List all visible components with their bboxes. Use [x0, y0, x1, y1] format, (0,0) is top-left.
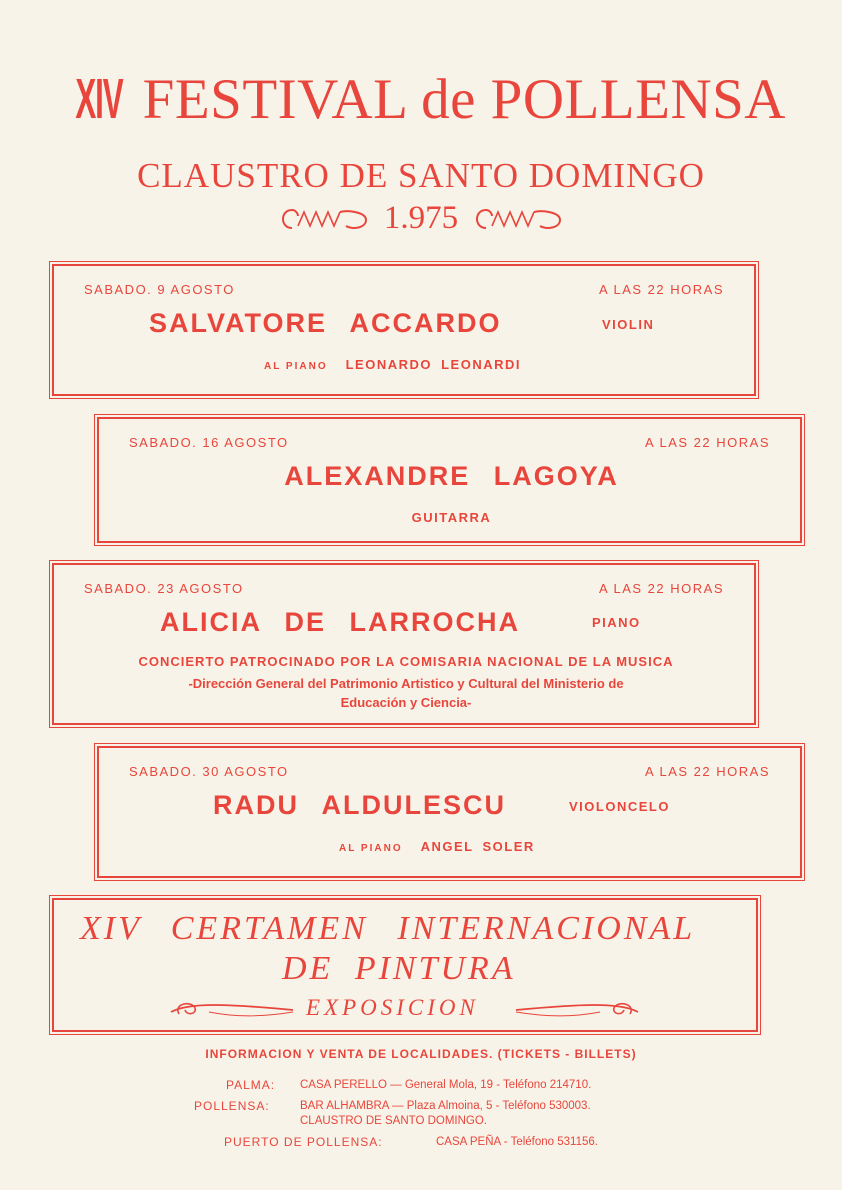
piano-label: AL PIANO	[264, 361, 328, 372]
pollensa-label: POLLENSA:	[194, 1099, 270, 1113]
concert-time: A LAS 22 HORAS	[598, 581, 724, 596]
piano-label: AL PIANO	[339, 843, 403, 854]
artist-name: ALEXANDRE LAGOYA	[284, 461, 619, 491]
concert-date: SABADO. 16 AGOSTO	[129, 435, 289, 450]
festival-name: FESTIVAL de POLLENSA	[142, 68, 786, 131]
concert-time: A LAS 22 HORAS	[598, 282, 724, 297]
concert-box-4	[97, 746, 802, 878]
instrument: VIOLONCELO	[569, 799, 670, 814]
accompaniment-line	[264, 356, 521, 374]
accompaniment-line	[339, 838, 535, 856]
instrument: VIOLIN	[602, 317, 655, 332]
sponsor-line: CONCIERTO PATROCINADO POR LA COMISARIA NACIONAL DE LA MUSICA	[138, 654, 674, 669]
concert-box-2	[97, 417, 802, 543]
palma-label: PALMA:	[226, 1078, 276, 1092]
certamen-box	[52, 898, 758, 1032]
puerto-label: PUERTO DE POLLENSA:	[224, 1135, 383, 1149]
concert-time: A LAS 22 HORAS	[644, 435, 770, 450]
palma-row	[226, 1078, 275, 1092]
concert-time: A LAS 22 HORAS	[644, 764, 770, 779]
right-scroll-ornament-icon	[514, 996, 640, 1020]
concert-box-3	[52, 563, 756, 725]
ministry-line-2: Educación y Ciencia-	[340, 695, 472, 710]
pollensa-detail-2: CLAUSTRO DE SANTO DOMINGO.	[300, 1115, 488, 1127]
pollensa-row	[194, 1099, 270, 1113]
concert-date: SABADO. 23 AGOSTO	[84, 581, 244, 596]
exposicion-label: EXPOSICION	[306, 995, 479, 1020]
concert-box-1	[52, 264, 756, 396]
edition-roman-numeral: XIV	[75, 67, 123, 131]
poster-title	[0, 66, 842, 132]
pianist-name: LEONARDO LEONARDI	[345, 357, 521, 372]
pianist-name: ANGEL SOLER	[420, 839, 535, 854]
palma-detail: CASA PERELLO — General Mola, 19 - Teléfono 214710.	[300, 1079, 592, 1091]
artist-name: SALVATORE ACCARDO	[149, 308, 502, 338]
concert-date: SABADO. 9 AGOSTO	[84, 282, 235, 297]
venue-subtitle: CLAUSTRO DE SANTO DOMINGO	[137, 156, 705, 195]
left-scroll-ornament-icon	[169, 996, 295, 1020]
certamen-title: XIV CERTAMEN INTERNACIONAL	[80, 910, 696, 947]
left-flourish-icon	[278, 206, 370, 234]
artist-name: ALICIA DE LARROCHA	[160, 607, 520, 637]
tickets-heading: INFORMACION Y VENTA DE LOCALIDADES. (TICKETS - BILLETS)	[205, 1047, 637, 1061]
puerto-detail: CASA PEÑA - Teléfono 531156.	[436, 1136, 598, 1148]
certamen-subtitle: DE PINTURA	[282, 950, 516, 987]
concert-date: SABADO. 30 AGOSTO	[129, 764, 289, 779]
ministry-line: -Dirección General del Patrimonio Artistico y Cultural del Ministerio de	[188, 676, 624, 691]
pollensa-detail: BAR ALHAMBRA — Plaza Almoina, 5 - Teléfono 530003.	[300, 1100, 591, 1112]
instrument: PIANO	[592, 615, 641, 630]
puerto-row	[224, 1135, 383, 1149]
instrument: GUITARRA	[411, 510, 492, 525]
festival-year: 1.975	[383, 200, 459, 236]
right-flourish-icon	[472, 206, 564, 234]
year-row	[0, 200, 842, 237]
artist-name: RADU ALDULESCU	[213, 790, 506, 820]
